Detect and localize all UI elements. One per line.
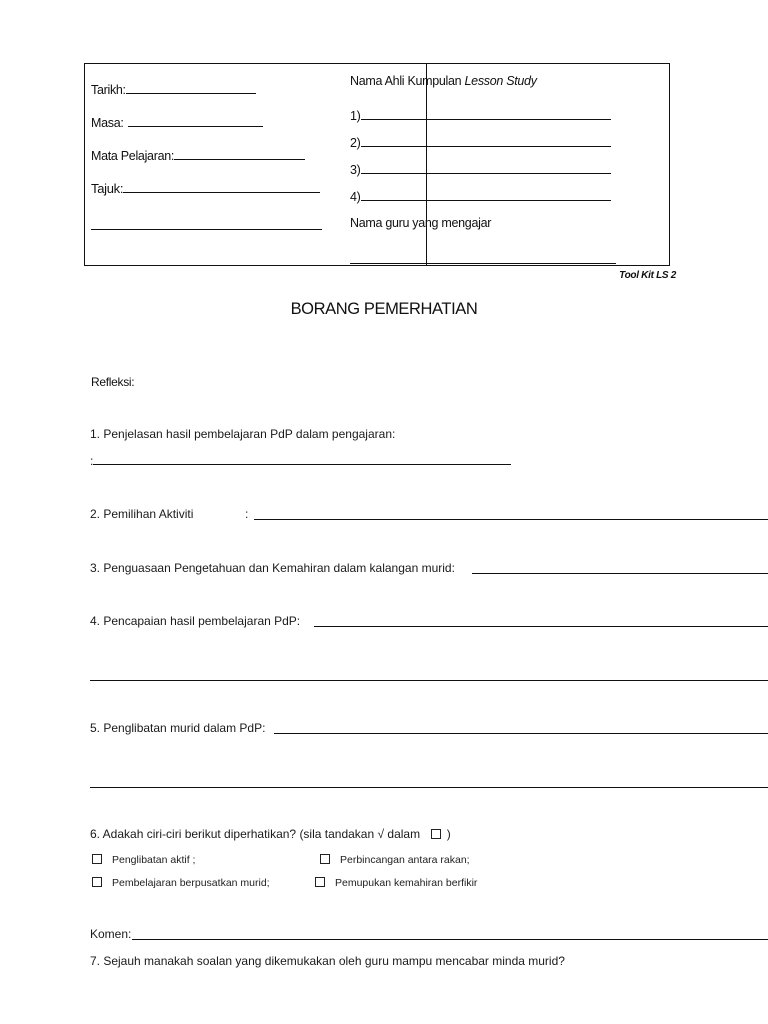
page-title: BORANG PEMERHATIAN — [290, 300, 478, 318]
checkbox-pembelajaran-berpusatkan-murid-label: Pembelajaran berpusatkan murid; — [112, 877, 270, 889]
q7-text: 7. Sejauh manakah soalan yang dikemukakan oleh guru mampu mencabar minda murid? — [90, 954, 565, 968]
mata-pelajaran-input-line[interactable] — [174, 148, 305, 160]
group-title-italic: Lesson Study — [464, 74, 537, 88]
checkbox-perbincangan-rakan[interactable] — [320, 854, 470, 866]
q2-colon: : — [245, 507, 249, 521]
tajuk-label: Tajuk: — [91, 181, 124, 196]
mata-pelajaran-field — [91, 148, 305, 163]
member-1-label: 1) — [350, 109, 361, 123]
q3-answer-line[interactable] — [472, 573, 768, 574]
member-2-label: 2) — [350, 136, 361, 150]
toolkit-label: Tool Kit LS 2 — [619, 270, 676, 281]
tarikh-field — [91, 82, 256, 97]
member-1-input-line[interactable] — [361, 108, 611, 120]
refleksi-label: Refleksi: — [91, 375, 135, 389]
checkbox-perbincangan-rakan-label: Perbincangan antara rakan; — [340, 854, 470, 866]
q5-text: 5. Penglibatan murid dalam PdP: — [90, 721, 266, 735]
member-3-label: 3) — [350, 163, 361, 177]
komen-label: Komen: — [90, 927, 132, 941]
mata-pelajaran-label: Mata Pelajaran: — [91, 149, 175, 163]
member-4-input-line[interactable] — [361, 189, 611, 201]
q1-text: 1. Penjelasan hasil pembelajaran PdP dalam pengajaran: — [90, 427, 396, 441]
q1-answer-field — [90, 453, 511, 468]
tarikh-label: Tarikh: — [91, 83, 126, 97]
tajuk-continuation-line[interactable] — [91, 229, 322, 230]
group-title-text: Nama Ahli Kumpulan — [350, 74, 465, 88]
teacher-label: Nama guru yang mengajar — [350, 216, 492, 230]
komen-answer-line[interactable] — [132, 939, 768, 940]
q2-answer-line[interactable] — [254, 519, 768, 520]
checkbox-pembelajaran-berpusatkan-murid[interactable] — [92, 877, 270, 889]
q2-label: 2. Pemilihan Aktiviti — [90, 507, 194, 521]
checkbox-pemupukan-kemahiran[interactable] — [315, 877, 477, 889]
checkbox-pemupukan-kemahiran-label: Pemupukan kemahiran berfikir — [335, 877, 478, 889]
checkbox-icon[interactable] — [320, 854, 330, 864]
q5-answer-line[interactable] — [274, 733, 768, 734]
group-title — [350, 74, 537, 88]
member-2-input-line[interactable] — [361, 135, 611, 147]
member-3-input-line[interactable] — [361, 162, 611, 174]
tarikh-input-line[interactable] — [126, 82, 256, 94]
member-4-field — [350, 189, 611, 204]
q6-suffix: ) — [446, 827, 451, 841]
q6-text — [90, 827, 451, 841]
tajuk-field — [91, 181, 320, 196]
checkbox-penglibatan-aktif[interactable] — [92, 854, 195, 866]
q1-answer-line[interactable] — [93, 453, 511, 465]
q4-answer-line[interactable] — [314, 626, 768, 627]
tajuk-input-line[interactable] — [123, 181, 320, 193]
member-1-field — [350, 108, 611, 123]
q4-text: 4. Pencapaian hasil pembelajaran PdP: — [90, 614, 301, 628]
masa-field — [91, 115, 263, 130]
teacher-input-line[interactable] — [350, 263, 616, 264]
q5-answer-line-2[interactable] — [90, 787, 768, 788]
q4-answer-line-2[interactable] — [90, 680, 768, 681]
q6-checkbox-sample-icon — [431, 829, 441, 839]
checkbox-icon[interactable] — [315, 877, 325, 887]
member-4-label: 4) — [350, 190, 361, 204]
q3-text: 3. Penguasaan Pengetahuan dan Kemahiran dalam kalangan murid: — [90, 561, 455, 575]
checkbox-icon[interactable] — [92, 854, 102, 864]
masa-input-line[interactable] — [128, 115, 263, 127]
q6-prefix: 6. Adakah ciri-ciri berikut diperhatikan? (sila tandakan √ dalam — [90, 827, 421, 841]
q1-colon: : — [90, 454, 94, 468]
member-2-field — [350, 135, 611, 150]
masa-label: Masa: — [91, 116, 124, 130]
checkbox-icon[interactable] — [92, 877, 102, 887]
checkbox-penglibatan-aktif-label: Penglibatan aktif ; — [112, 854, 196, 866]
member-3-field — [350, 162, 611, 177]
